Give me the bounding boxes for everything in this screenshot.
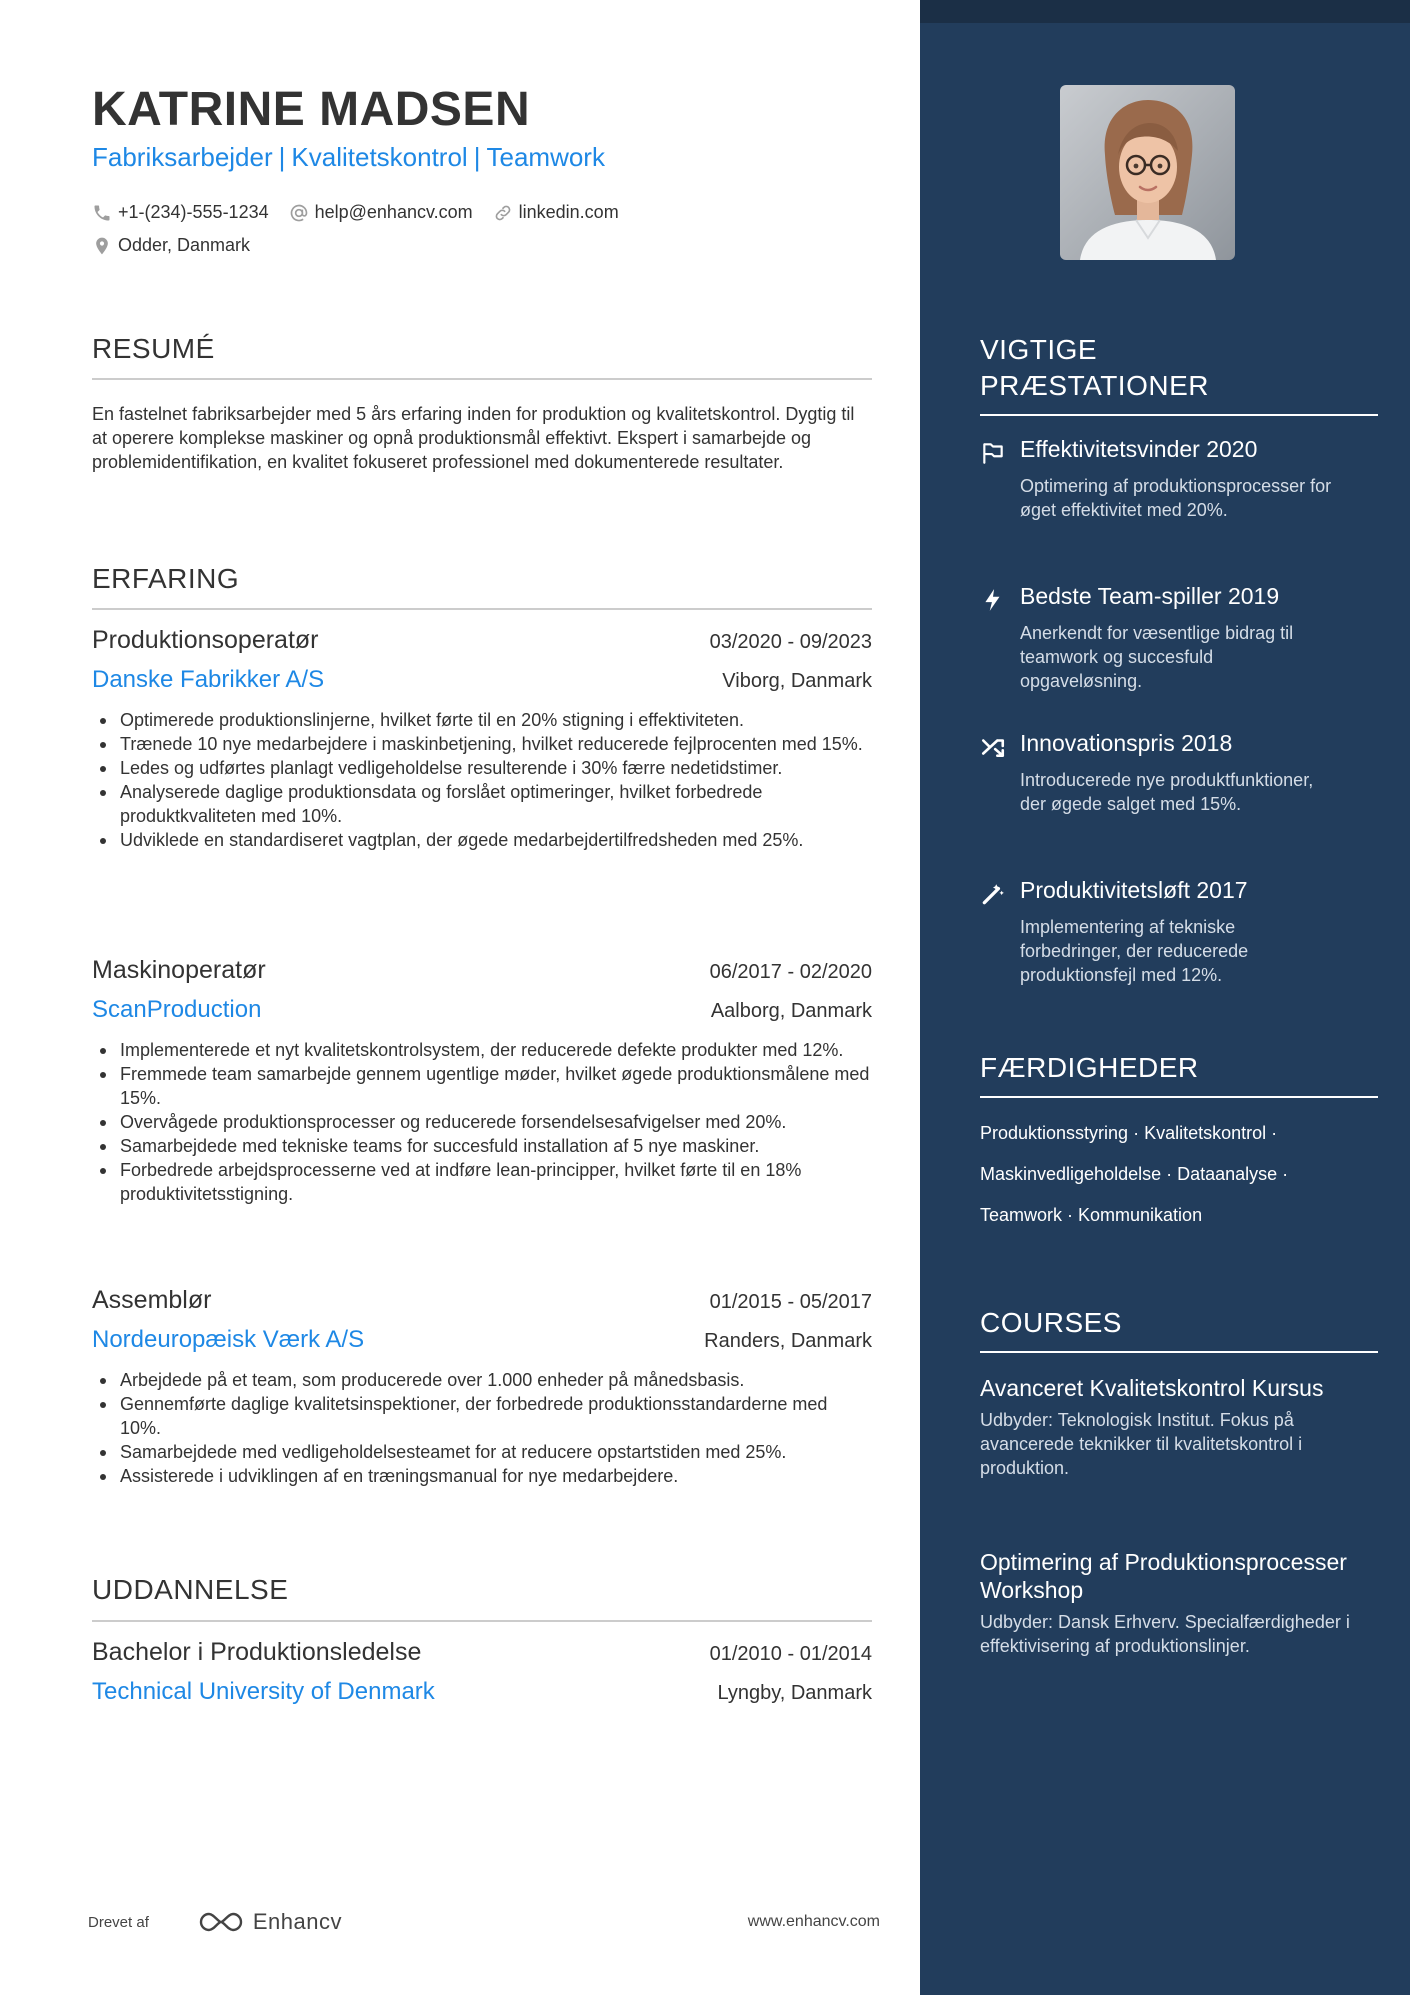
job-bullet: Optimerede produktionslinjerne, hvilket førte til en 20% stigning i effektiviteten.: [92, 708, 872, 732]
sidebar-top-bar: [920, 0, 1410, 23]
skills-divider: [980, 1096, 1378, 1098]
job-bullets: [92, 1038, 872, 1206]
linkedin-text: linkedin.com: [518, 202, 619, 222]
course-desc: Udbyder: Teknologisk Institut. Fokus på avancerede teknikker til kvalitetskontrol i produktion.: [980, 1410, 1303, 1478]
brand-name: Enhancv: [252, 1909, 342, 1934]
linkedin-contact[interactable]: [493, 202, 619, 223]
achievement-title: Effektivitetsvinder 2020: [1020, 436, 1258, 462]
job-bullet: Implementerede et nyt kvalitetskontrolsystem, der reducerede defekte produkter med 12%.: [92, 1038, 872, 1062]
achievement-title: Bedste Team-spiller 2019: [1020, 583, 1280, 609]
job-location: Viborg, Danmark: [722, 670, 872, 692]
headline-separator: |: [473, 142, 481, 172]
achievement-item: [980, 877, 1390, 997]
headline-separator: |: [278, 142, 286, 172]
lightning-icon: [980, 587, 1006, 613]
job-role: Assemblør: [92, 1286, 212, 1314]
experience-divider: [92, 608, 872, 610]
education-school: Technical University of Denmark: [92, 1678, 435, 1705]
skills-heading: FÆRDIGHEDER: [980, 1052, 1199, 1083]
headline: [92, 142, 605, 173]
summary-heading: RESUMÉ: [92, 333, 215, 364]
location-pin-icon: [92, 236, 112, 256]
achievements-heading-line: VIGTIGE: [980, 334, 1098, 365]
headline-part: Fabriksarbejder: [92, 142, 273, 172]
job-company: Danske Fabrikker A/S: [92, 666, 325, 693]
candidate-name: KATRINE MADSEN: [92, 83, 531, 136]
achievements-heading: [980, 332, 1209, 404]
job-company: ScanProduction: [92, 996, 262, 1023]
job-location: Randers, Danmark: [704, 1330, 872, 1352]
achievement-item: [980, 730, 1390, 850]
course-item: [980, 1548, 1380, 1658]
email-contact[interactable]: [289, 202, 473, 223]
job-company: Nordeuropæisk Værk A/S: [92, 1326, 365, 1353]
education-heading: UDDANNELSE: [92, 1574, 289, 1605]
email-text: help@enhancv.com: [314, 202, 473, 222]
job-dates: 06/2017 - 02/2020: [709, 961, 872, 983]
achievement-title: Produktivitetsløft 2017: [1020, 877, 1248, 903]
achievements-heading-line: PRÆSTATIONER: [980, 370, 1209, 401]
achievement-desc: Introducerede nye produktfunktioner, der øgede salget med 15%.: [1020, 770, 1314, 814]
achievement-desc: Optimering af produktionsprocesser for øget effektivitet med 20%.: [1020, 476, 1332, 520]
location-contact: [92, 235, 250, 256]
magic-wand-icon: [980, 881, 1006, 907]
education-degree: Bachelor i Produktionsledelse: [92, 1638, 422, 1666]
powered-by-label: Drevet af: [88, 1913, 149, 1931]
job-role: Produktionsoperatør: [92, 626, 319, 654]
profile-photo-illustration: [1060, 85, 1235, 260]
job-role: Maskinoperatør: [92, 956, 266, 984]
job-bullet: Gennemførte daglige kvalitetsinspektioner, der forbedrede produktionsstandarderne med 10%.: [92, 1392, 872, 1440]
infinity-logo-icon: [197, 1910, 245, 1934]
at-icon: [289, 203, 309, 223]
course-title: Avanceret Kvalitetskontrol Kursus: [980, 1375, 1324, 1401]
education-dates: 01/2010 - 01/2014: [709, 1643, 872, 1665]
achievement-desc: Implementering af tekniske forbedringer, der reducerede produktionsfejl med 12%.: [1020, 917, 1249, 985]
skills-list: [980, 1116, 1390, 1239]
experience-heading: ERFARING: [92, 563, 240, 594]
course-item: [980, 1374, 1380, 1480]
job-bullet: Assisterede i udviklingen af en træningsmanual for nye medarbejdere.: [92, 1464, 872, 1488]
achievement-item: [980, 436, 1390, 556]
job-bullet: Ledes og udførtes planlagt vedligeholdelse resulterende i 30% færre nedetidstimer.: [92, 756, 872, 780]
shuffle-icon: [980, 734, 1006, 760]
job-bullet: Analyserede daglige produktionsdata og forslået optimeringer, hvilket forbedrede produktkvaliteten med 10%.: [92, 780, 872, 828]
job-bullet: Arbejdede på et team, som producerede over 1.000 enheder på månedsbasis.: [92, 1368, 872, 1392]
skills-line: Produktionsstyring · Kvalitetskontrol ·: [980, 1123, 1278, 1143]
job-bullet: Samarbejdede med tekniske teams for succesfuld installation af 5 nye maskiner.: [92, 1134, 872, 1158]
job-dates: 01/2015 - 05/2017: [709, 1291, 872, 1313]
job-dates: 03/2020 - 09/2023: [709, 631, 872, 653]
achievement-title: Innovationspris 2018: [1020, 730, 1233, 756]
location-text: Odder, Danmark: [118, 235, 251, 255]
contact-info: [92, 196, 892, 262]
course-title: Optimering af Produktionsprocesser Workshop: [980, 1549, 1347, 1603]
job-entry: [92, 956, 872, 1206]
job-bullet: Forbedrede arbejdsprocesserne ved at indføre lean-principper, hvilket førte til en 18% produktivitetsstigning.: [92, 1158, 872, 1206]
course-desc: Udbyder: Dansk Erhverv. Specialfærdigheder i effektivisering af produktionslinjer.: [980, 1612, 1350, 1656]
brand-logo[interactable]: [197, 1909, 342, 1935]
summary-text: En fastelnet fabriksarbejder med 5 års erfaring inden for produktion og kvalitetskontrol. Dygtig til at operere komplekse maskiner og opnå produktionsmål effektivt. Ekspert i samarbejde og problemidentifikation, en kvalitet fokuseret professionel med dokumenterede resultater.: [92, 404, 855, 472]
achievement-item: [980, 583, 1390, 703]
job-bullet: Samarbejdede med vedligeholdelsesteamet for at reducere opstartstiden med 25%.: [92, 1440, 872, 1464]
headline-part: Teamwork: [486, 142, 605, 172]
sidebar: [920, 0, 1410, 1995]
achievements-divider: [980, 414, 1378, 416]
job-location: Aalborg, Danmark: [710, 1000, 872, 1022]
job-entry: [92, 1286, 872, 1488]
website-link[interactable]: www.enhancv.com: [747, 1913, 880, 1930]
job-entry: [92, 626, 872, 852]
flag-icon: [980, 440, 1006, 466]
profile-photo: [1060, 85, 1235, 260]
phone-text: +1-(234)-555-1234: [118, 202, 269, 222]
job-bullets: [92, 708, 872, 852]
education-divider: [92, 1620, 872, 1622]
skills-line: Teamwork · Kommunikation: [980, 1205, 1203, 1225]
education-entry: [92, 1638, 872, 1718]
footer: [88, 1902, 880, 1942]
job-bullets: [92, 1368, 872, 1488]
phone-icon: [92, 203, 112, 223]
summary-divider: [92, 378, 872, 380]
job-bullet: Trænede 10 nye medarbejdere i maskinbetjening, hvilket reducerede fejlprocenten med 15%.: [92, 732, 872, 756]
job-bullet: Overvågede produktionsprocesser og reducerede forsendelsesafvigelser med 20%.: [92, 1110, 872, 1134]
courses-divider: [980, 1351, 1378, 1353]
courses-heading: COURSES: [980, 1307, 1122, 1338]
job-bullet: Fremmede team samarbejde gennem ugentlige møder, hvilket øgede produktionsmålene med 15%.: [92, 1062, 872, 1110]
education-location: Lyngby, Danmark: [717, 1682, 872, 1704]
link-icon: [493, 203, 513, 223]
phone-contact[interactable]: [92, 202, 269, 223]
job-bullet: Udviklede en standardiseret vagtplan, der øgede medarbejdertilfredsheden med 25%.: [92, 828, 872, 852]
skills-line: Maskinvedligeholdelse · Dataanalyse ·: [980, 1164, 1289, 1184]
headline-part: Kvalitetskontrol: [291, 142, 468, 172]
achievement-desc: Anerkendt for væsentlige bidrag til teamwork og succesfuld opgaveløsning.: [1020, 623, 1294, 691]
